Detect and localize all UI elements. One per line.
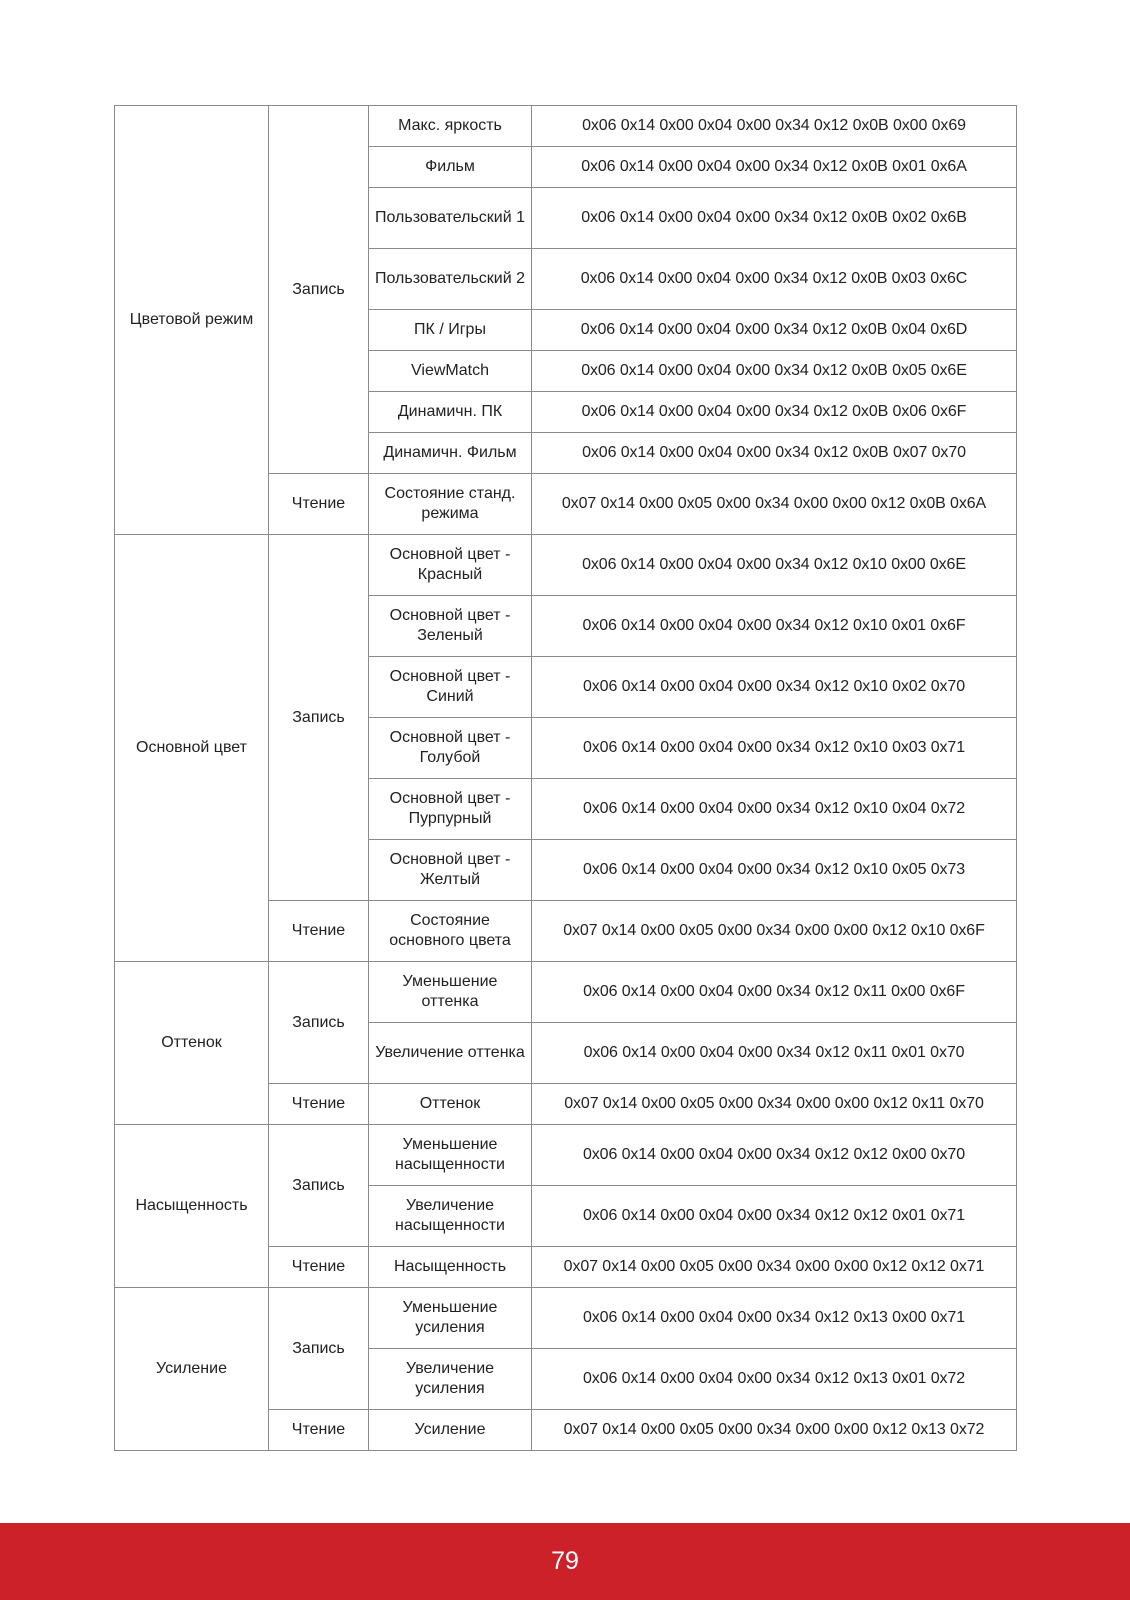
command-code-cell: 0x07 0x14 0x00 0x05 0x00 0x34 0x00 0x00 0x12 0x10 0x6F xyxy=(532,901,1017,962)
function-cell: Основной цвет - Красный xyxy=(369,535,532,596)
function-cell: Уменьшение насыщенности xyxy=(369,1125,532,1186)
function-cell: Увеличение усиления xyxy=(369,1349,532,1410)
table-row xyxy=(115,1125,1017,1186)
command-code-cell: 0x06 0x14 0x00 0x04 0x00 0x34 0x12 0x13 0x00 0x71 xyxy=(532,1288,1017,1349)
command-code-cell: 0x06 0x14 0x00 0x04 0x00 0x34 0x12 0x0B 0x02 0x6B xyxy=(532,188,1017,249)
command-code-cell: 0x06 0x14 0x00 0x04 0x00 0x34 0x12 0x10 0x02 0x70 xyxy=(532,657,1017,718)
function-cell: Увеличение насыщенности xyxy=(369,1186,532,1247)
setting-name-cell: Насыщенность xyxy=(115,1125,269,1288)
function-cell: Основной цвет - Синий xyxy=(369,657,532,718)
setting-name-cell: Усиление xyxy=(115,1288,269,1451)
function-cell: Основной цвет - Пурпурный xyxy=(369,779,532,840)
command-code-cell: 0x06 0x14 0x00 0x04 0x00 0x34 0x12 0x10 0x03 0x71 xyxy=(532,718,1017,779)
function-cell: Основной цвет - Голубой xyxy=(369,718,532,779)
function-cell: Увеличение оттенка xyxy=(369,1023,532,1084)
table-row xyxy=(115,535,1017,596)
command-code-cell: 0x06 0x14 0x00 0x04 0x00 0x34 0x12 0x10 0x04 0x72 xyxy=(532,779,1017,840)
access-type-cell: Чтение xyxy=(269,1247,369,1288)
function-cell: Состояние станд. режима xyxy=(369,474,532,535)
table-row xyxy=(115,106,1017,147)
command-code-cell: 0x06 0x14 0x00 0x04 0x00 0x34 0x12 0x0B 0x04 0x6D xyxy=(532,310,1017,351)
function-cell: Насыщенность xyxy=(369,1247,532,1288)
function-cell: Уменьшение оттенка xyxy=(369,962,532,1023)
command-code-cell: 0x06 0x14 0x00 0x04 0x00 0x34 0x12 0x12 0x01 0x71 xyxy=(532,1186,1017,1247)
access-type-cell: Запись xyxy=(269,1288,369,1410)
command-table xyxy=(114,105,1017,1451)
access-type-cell: Чтение xyxy=(269,901,369,962)
command-code-cell: 0x06 0x14 0x00 0x04 0x00 0x34 0x12 0x10 0x00 0x6E xyxy=(532,535,1017,596)
function-cell: Основной цвет - Желтый xyxy=(369,840,532,901)
access-type-cell: Запись xyxy=(269,106,369,474)
function-cell: Уменьшение усиления xyxy=(369,1288,532,1349)
command-code-cell: 0x06 0x14 0x00 0x04 0x00 0x34 0x12 0x10 0x05 0x73 xyxy=(532,840,1017,901)
access-type-cell: Запись xyxy=(269,1125,369,1247)
command-code-cell: 0x06 0x14 0x00 0x04 0x00 0x34 0x12 0x11 0x00 0x6F xyxy=(532,962,1017,1023)
function-cell: ПК / Игры xyxy=(369,310,532,351)
function-cell: Оттенок xyxy=(369,1084,532,1125)
command-code-cell: 0x07 0x14 0x00 0x05 0x00 0x34 0x00 0x00 0x12 0x11 0x70 xyxy=(532,1084,1017,1125)
access-type-cell: Чтение xyxy=(269,474,369,535)
setting-name-cell: Основной цвет xyxy=(115,535,269,962)
command-code-cell: 0x07 0x14 0x00 0x05 0x00 0x34 0x00 0x00 0x12 0x12 0x71 xyxy=(532,1247,1017,1288)
command-code-cell: 0x06 0x14 0x00 0x04 0x00 0x34 0x12 0x11 0x01 0x70 xyxy=(532,1023,1017,1084)
access-type-cell: Запись xyxy=(269,962,369,1084)
function-cell: Пользовательский 2 xyxy=(369,249,532,310)
setting-name-cell: Оттенок xyxy=(115,962,269,1125)
command-code-cell: 0x06 0x14 0x00 0x04 0x00 0x34 0x12 0x12 0x00 0x70 xyxy=(532,1125,1017,1186)
function-cell: Фильм xyxy=(369,147,532,188)
function-cell: Динамичн. Фильм xyxy=(369,433,532,474)
function-cell: Пользовательский 1 xyxy=(369,188,532,249)
command-code-cell: 0x06 0x14 0x00 0x04 0x00 0x34 0x12 0x0B 0x05 0x6E xyxy=(532,351,1017,392)
page-number: 79 xyxy=(551,1547,579,1575)
table-row xyxy=(115,1288,1017,1349)
function-cell: Состояние основного цвета xyxy=(369,901,532,962)
function-cell: Усиление xyxy=(369,1410,532,1451)
command-code-cell: 0x07 0x14 0x00 0x05 0x00 0x34 0x00 0x00 0x12 0x0B 0x6A xyxy=(532,474,1017,535)
access-type-cell: Чтение xyxy=(269,1084,369,1125)
command-code-cell: 0x06 0x14 0x00 0x04 0x00 0x34 0x12 0x0B 0x07 0x70 xyxy=(532,433,1017,474)
function-cell: Макс. яркость xyxy=(369,106,532,147)
function-cell: Основной цвет - Зеленый xyxy=(369,596,532,657)
setting-name-cell: Цветовой режим xyxy=(115,106,269,535)
function-cell: ViewMatch xyxy=(369,351,532,392)
command-code-cell: 0x06 0x14 0x00 0x04 0x00 0x34 0x12 0x0B 0x06 0x6F xyxy=(532,392,1017,433)
function-cell: Динамичн. ПК xyxy=(369,392,532,433)
table-row xyxy=(115,962,1017,1023)
footer-band xyxy=(0,1523,1130,1600)
command-code-cell: 0x06 0x14 0x00 0x04 0x00 0x34 0x12 0x0B 0x00 0x69 xyxy=(532,106,1017,147)
command-code-cell: 0x06 0x14 0x00 0x04 0x00 0x34 0x12 0x0B 0x01 0x6A xyxy=(532,147,1017,188)
access-type-cell: Запись xyxy=(269,535,369,901)
command-code-cell: 0x06 0x14 0x00 0x04 0x00 0x34 0x12 0x13 0x01 0x72 xyxy=(532,1349,1017,1410)
command-code-cell: 0x06 0x14 0x00 0x04 0x00 0x34 0x12 0x0B 0x03 0x6C xyxy=(532,249,1017,310)
access-type-cell: Чтение xyxy=(269,1410,369,1451)
command-code-cell: 0x07 0x14 0x00 0x05 0x00 0x34 0x00 0x00 0x12 0x13 0x72 xyxy=(532,1410,1017,1451)
command-code-cell: 0x06 0x14 0x00 0x04 0x00 0x34 0x12 0x10 0x01 0x6F xyxy=(532,596,1017,657)
